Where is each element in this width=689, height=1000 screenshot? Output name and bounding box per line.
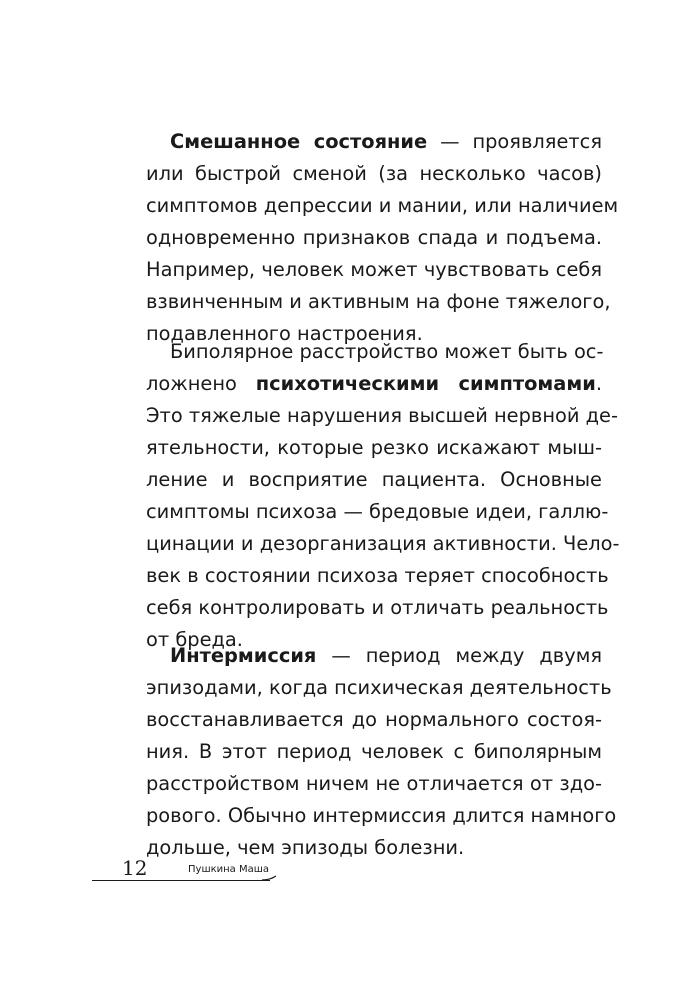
p1-line-7: подавленного настроения. [146, 322, 423, 345]
term-mixed-state: Смешанное состояние [170, 130, 428, 153]
term-intermission: Интермиссия [170, 644, 317, 667]
p3-line-3: восстанавливается до нормального состоя- [146, 708, 602, 731]
p3-line-4: ния. В этот период человек с биполярным [146, 740, 602, 763]
p1-line-5: Например, человек может чувствовать себя [146, 258, 602, 281]
p3-line-6: рового. Обычно интермиссия длится намного [146, 804, 617, 827]
p3-line-2: эпизодами, когда психическая деятельность [146, 676, 612, 699]
p1-line-4: одновременно признаков спада и подъема. [146, 226, 602, 249]
p2-line-4: ятельности, которые резко искажают мыш- [146, 436, 602, 459]
running-head-author: Пушкина Маша [188, 864, 270, 875]
p2-line-6: симптомы психоза — бредовые идеи, галлю- [146, 500, 609, 523]
p2-line-8: век в состоянии психоза теряет способность [146, 564, 609, 587]
p3-line-5: расстройством ничем не отличается от здо- [146, 772, 602, 795]
p1-line-3: симптомов депрессии и мании, или наличием [146, 194, 619, 217]
footer-rule-flourish [262, 875, 282, 885]
p2-line-9: себя контролировать и отличать реальность [146, 596, 609, 619]
p2-line-7: цинации и дезорганизация активности. Чело- [146, 532, 620, 555]
footer-rule [92, 880, 270, 881]
p2-line-1: Биполярное расстройство может быть ос- [170, 340, 604, 363]
page-number: 12 [122, 856, 148, 880]
p3-line-1: Интермиссия — период между двумя [170, 644, 602, 667]
p2-line-10: от бреда. [146, 628, 243, 651]
p2-line-2: ложнено психотическими симптомами. [146, 372, 602, 395]
p1-line-6: взвинченным и активным на фоне тяжелого, [146, 290, 611, 313]
p2-line-3: Это тяжелые нарушения высшей нервной де- [146, 404, 618, 427]
p3-line-7: дольше, чем эпизоды болезни. [146, 836, 465, 859]
term-psychotic-symptoms: психотическими симптомами [255, 372, 596, 395]
p1-line-2: или быстрой сменой (за несколько часов) [146, 162, 602, 185]
p1-line-1: Смешанное состояние — проявляется [170, 130, 602, 153]
p2-line-5: ление и восприятие пациента. Основные [146, 468, 602, 491]
